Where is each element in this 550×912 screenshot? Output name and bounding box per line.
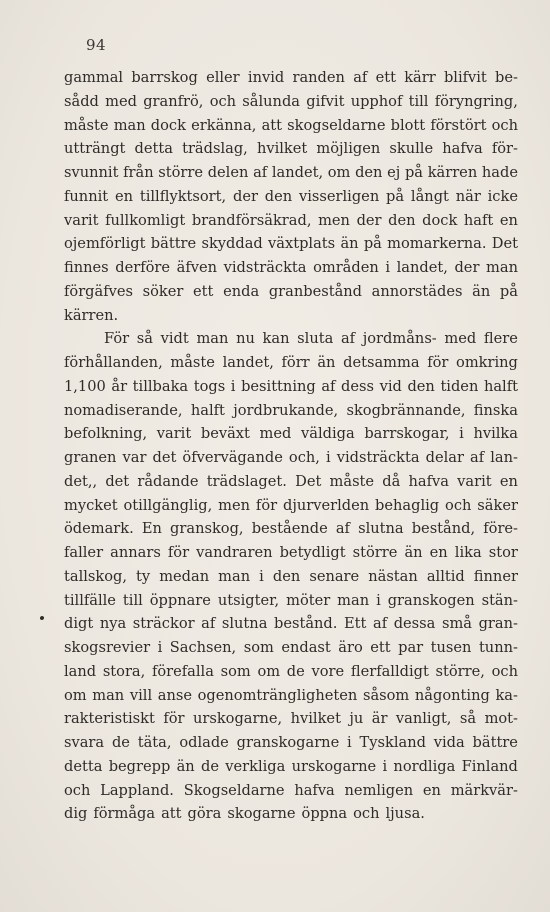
text-line: land stora, förefalla som om de vore flerfalldigt större, och [64, 662, 518, 680]
text-line: finnes derföre äfven vidsträckta områden i landet, der man [64, 259, 518, 276]
text-line: För så vidt man nu kan sluta af jordmåns- med flere [104, 330, 518, 348]
text-line: utträngt detta trädslag, hvilket möjligen skulle hafva för- [64, 140, 518, 158]
text-line: svara de täta, odlade granskogarne i Tyskland vida bättre [64, 734, 518, 751]
body-text [64, 66, 518, 826]
text-line: varit fullkomligt brandförsäkrad, men der den dock haft en [64, 211, 518, 229]
text-line: ojemförligt bättre skyddad växtplats än på momarkerna. Det [64, 235, 518, 253]
text-line: om man vill anse ogenomträngligheten såsom någonting ka- [64, 686, 518, 704]
page-number: 94 [86, 36, 107, 54]
text-line: dig förmåga att göra skogarne öppna och ljusa. [64, 805, 425, 823]
text-line: förhållanden, måste landet, förr än detsamma för omkring [64, 354, 518, 371]
text-line: befolkning, varit beväxt med väldiga barrskogar, i hvilka [64, 425, 518, 443]
text-line: kärren. [64, 306, 119, 324]
text-line: och Lappland. Skogseldarne hafva nemligen en märkvär- [64, 781, 518, 799]
text-line: nomadiserande, halft jordbrukande, skogbrännande, finska [64, 401, 518, 419]
text-line: granen var det öfvervägande och, i vidsträckta delar af lan- [64, 449, 518, 466]
text-line: gammal barrskog eller invid randen af ett kärr blifvit be- [64, 69, 518, 86]
text-line: faller annars för vandraren betydligt större än en lika stor [64, 544, 518, 561]
text-line: tillfälle till öppnare utsigter, möter man i granskogen stän- [64, 591, 518, 609]
text-line: funnit en tillflyktsort, der den visserligen på långt när icke [64, 187, 518, 205]
text-line: måste man dock erkänna, att skogseldarne blott förstört och [64, 116, 518, 134]
text-line: mycket otillgänglig, men för djurverlden behaglig och säker [64, 496, 518, 514]
text-line: rakteristiskt för urskogarne, hvilket ju är vanligt, så mot- [64, 710, 518, 728]
text-line: tallskog, ty medan man i den senare nästan alltid finner [64, 567, 518, 585]
paragraph [64, 66, 518, 327]
text-line: skogsrevier i Sachsen, som endast äro ett par tusen tunn- [64, 639, 518, 656]
text-line: förgäfves söker ett enda granbestånd annorstädes än på [64, 282, 518, 300]
text-line: detta begrepp än de verkliga urskogarne i nordliga Finland [64, 757, 518, 775]
margin-ink-mark [39, 615, 44, 620]
text-line: 1,100 år tillbaka togs i besittning af dess vid den tiden halft [64, 377, 518, 395]
text-line: digt nya sträckor af slutna bestånd. Ett af dessa små gran- [64, 615, 518, 633]
text-line: sådd med granfrö, och sålunda gifvit upphof till föryngring, [64, 92, 518, 110]
text-line: ödemark. En granskog, bestående af slutna bestånd, före- [64, 520, 518, 538]
paragraph [64, 327, 518, 826]
text-line: det,, det rådande trädslaget. Det måste då hafva varit en [64, 472, 518, 490]
text-line: svunnit från större delen af landet, om den ej på kärren hade [64, 164, 518, 181]
